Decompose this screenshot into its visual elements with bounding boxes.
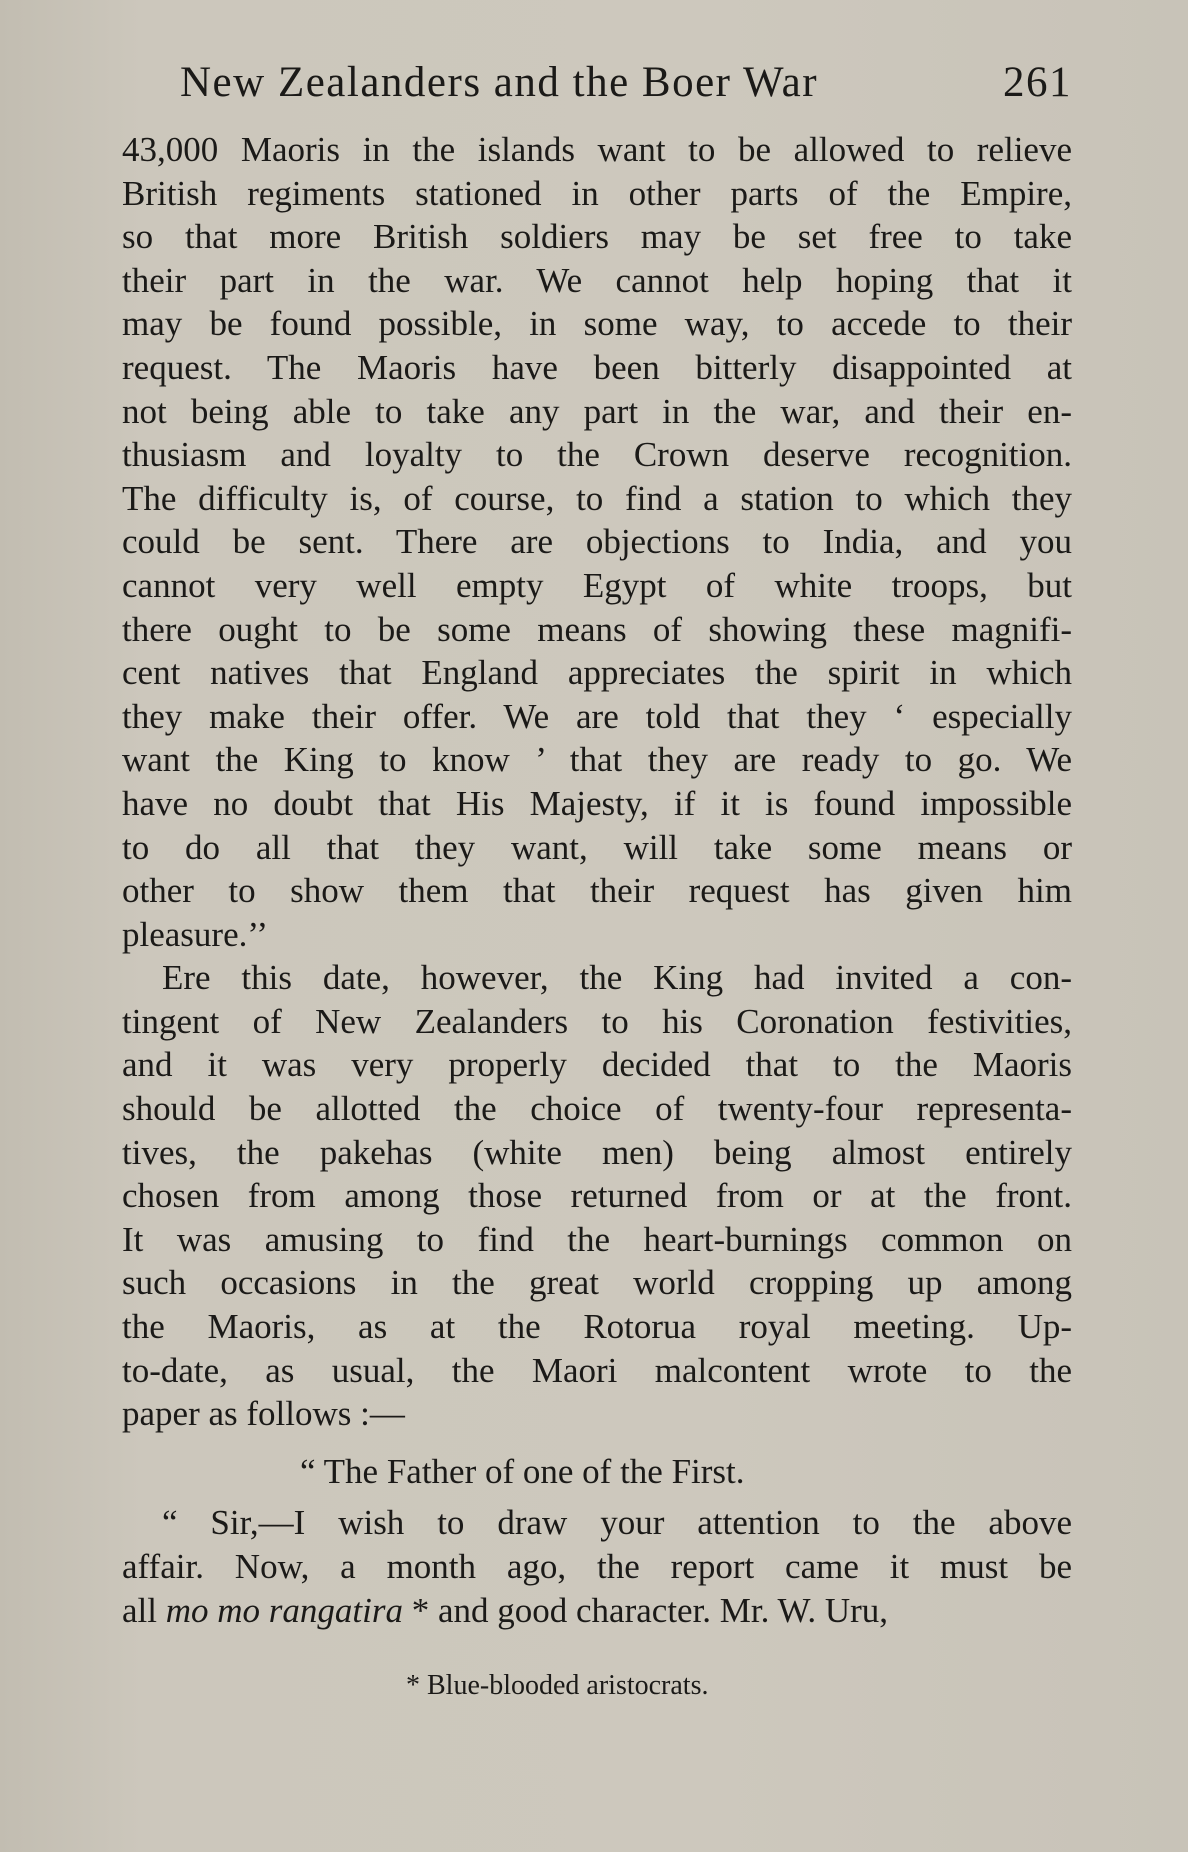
- text-line: want the King to know ’ that they are ready to go. We: [122, 740, 1072, 780]
- text-line: the Maoris, as at the Rotorua royal meeting. Up-: [122, 1307, 1072, 1347]
- text-line: should be allotted the choice of twenty-four representa-: [122, 1089, 1072, 1129]
- text-line: paper as follows :—: [122, 1394, 405, 1434]
- paragraph-1: [122, 128, 1072, 956]
- text-line: affair. Now, a month ago, the report came it must be: [122, 1547, 1072, 1586]
- text-line: 43,000 Maoris in the islands want to be allowed to relieve: [122, 130, 1072, 169]
- text-line: have no doubt that His Majesty, if it is found impossible: [122, 783, 1072, 823]
- text-line: so that more British soldiers may be set free to take: [122, 217, 1072, 257]
- text-line: Ere this date, however, the King had invited a con-: [162, 958, 1072, 998]
- text-line: to do all that they want, will take some means or: [122, 827, 1072, 867]
- text-line: not being able to take any part in the war, and their en-: [122, 391, 1072, 431]
- page-number: 261: [1003, 59, 1072, 106]
- running-head: [180, 58, 1072, 112]
- running-title: New Zealanders and the Boer War: [180, 59, 819, 106]
- text-line: tives, the pakehas (white men) being almost entirely: [122, 1132, 1072, 1172]
- text-line: to-date, as usual, the Maori malcontent wrote to the: [122, 1350, 1072, 1390]
- text-line: British regiments stationed in other parts of the Empire,: [122, 173, 1072, 213]
- text-line: thusiasm and loyalty to the Crown deserve recognition.: [122, 435, 1072, 475]
- text-line: request. The Maoris have been bitterly disappointed at: [122, 347, 1072, 387]
- quoted-letter: [122, 1450, 1072, 1632]
- italic-phrase: mo mo rangatira: [165, 1590, 403, 1630]
- text-line: The difficulty is, of course, to find a station to which they: [122, 478, 1072, 518]
- text-line: other to show them that their request has given him: [122, 871, 1072, 911]
- text-line: there ought to be some means of showing these magnifi-: [122, 609, 1072, 649]
- text-line: It was amusing to find the heart-burnings common on: [122, 1219, 1072, 1259]
- text-line: “ Sir,—I wish to draw your attention to the above: [162, 1503, 1072, 1543]
- text-line: and it was very properly decided that to the Maoris: [122, 1045, 1072, 1085]
- letter-heading: “ The Father of one of the First.: [300, 1451, 745, 1491]
- text-line: cent natives that England appreciates the spirit in which: [122, 653, 1072, 693]
- text-line: they make their offer. We are told that they ‘ especially: [122, 696, 1072, 736]
- text-line: pleasure.’’: [122, 914, 269, 954]
- paragraph-2: [122, 956, 1072, 1436]
- body-text: [122, 128, 1072, 1632]
- text-line-with-italic: [122, 1589, 1072, 1633]
- text-line: tingent of New Zealanders to his Coronation festivities,: [122, 1001, 1072, 1041]
- text-line: chosen from among those returned from or at the front.: [122, 1176, 1072, 1216]
- text-line: cannot very well empty Egypt of white troops, but: [122, 565, 1072, 605]
- text-fragment: * and good character. Mr. W. Uru,: [402, 1590, 889, 1630]
- text-line: may be found possible, in some way, to accede to their: [122, 304, 1072, 344]
- text-line: could be sent. There are objections to India, and you: [122, 522, 1072, 562]
- footnote: * Blue-blooded aristocrats.: [406, 1670, 709, 1701]
- text-line: their part in the war. We cannot help hoping that it: [122, 260, 1072, 300]
- text-line: such occasions in the great world cropping up among: [122, 1263, 1072, 1303]
- text-fragment: all: [122, 1590, 166, 1630]
